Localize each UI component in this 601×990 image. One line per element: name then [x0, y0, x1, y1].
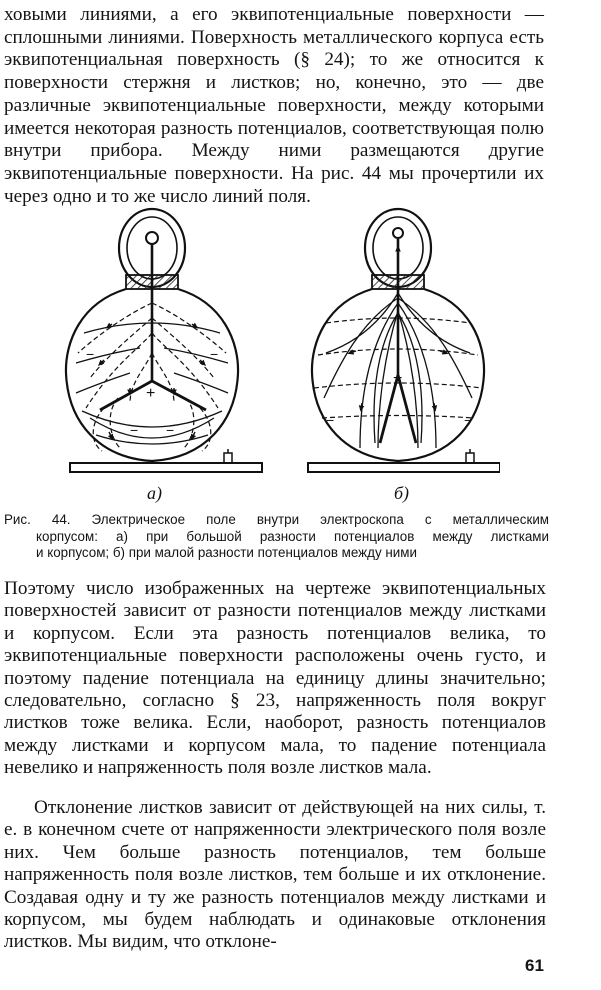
diagram-b [308, 209, 500, 472]
minus-sign-b1: − [326, 412, 335, 428]
figure-caption [4, 512, 549, 562]
paragraph-top: ховыми линиями, а его эквипотенциальные поверхности — сплошными линиями. Поверхность металлического корпуса есть эквипотенциальная поверхность (§ 24); то же относится к поверхности стержня и листков; но, конечно, это — две различные эквипотенциальные поверхности, между которыми имеется некоторая разность потенциалов, соответствующая полю внутри прибора. Между ними размещаются другие эквипотенциальные поверхности. На рис. 44 мы прочертили их через одно и то же число линий поля. [4, 4, 544, 207]
leaf-left-a [100, 381, 152, 410]
plus-sign-a: + [146, 385, 156, 402]
page-number: 61 [525, 956, 544, 975]
caption-line-3: и корпусом; б) при малой разности потенциалов между ними [36, 545, 417, 560]
figure-44 [60, 203, 500, 503]
plus-sign-b: + [393, 370, 403, 387]
label-a: а) [147, 483, 162, 503]
paragraph-middle: Поэтому число изображенных на чертеже эквипотенциальных поверхностей зависит от разности потенциалов между листками и корпусом. Если эта разность потенциалов велика, то эквипотенциальные поверхности расположены очень густо, и поэтому падение потенциала на единицу длины значительно; следовательно, согласно § 23, напряженность поля вокруг листков тоже велика. Если, наоборот, разность потенциалов между листками и корпусом мала, то падение потенциала невелико и напряженность поля возле листков мала. [4, 578, 546, 779]
rod-knob-a [146, 232, 158, 244]
leaf-right-a [152, 381, 206, 410]
minus-sign-a3: − [130, 422, 139, 438]
minus-sign-a2: − [210, 346, 219, 362]
caption-line-2: корпусом: а) при большой разности потенциалов между листками [36, 528, 549, 544]
stand-base-b [308, 463, 500, 472]
paragraph-bottom: Отклонение листков зависит от действующей на них силы, т. е. в конечном счете от напряженности электрического поля возле них. Чем больше разность потенциалов, тем больше напряженность поля возле листков, тем больше и их отклонение. Создавая одну и ту же разность потенциалов между листками и корпусом, мы будем наблюдать и одинаковые отклонения листков. Мы видим, что отклоне- [4, 797, 546, 953]
rod-knob-b [393, 228, 403, 238]
label-b: б) [394, 483, 410, 503]
ground-terminal-a [224, 453, 232, 463]
electroscope-diagrams [60, 203, 500, 503]
stand-base-a [70, 463, 262, 472]
diagram-a [66, 209, 262, 472]
minus-sign-b2: − [464, 412, 473, 428]
caption-line-1: Рис. 44. Электрическое поле внутри электроскопа с металлическим [4, 512, 549, 527]
minus-sign-a4: − [166, 422, 175, 438]
minus-sign-a1: − [86, 346, 95, 362]
ground-terminal-b [466, 453, 474, 463]
